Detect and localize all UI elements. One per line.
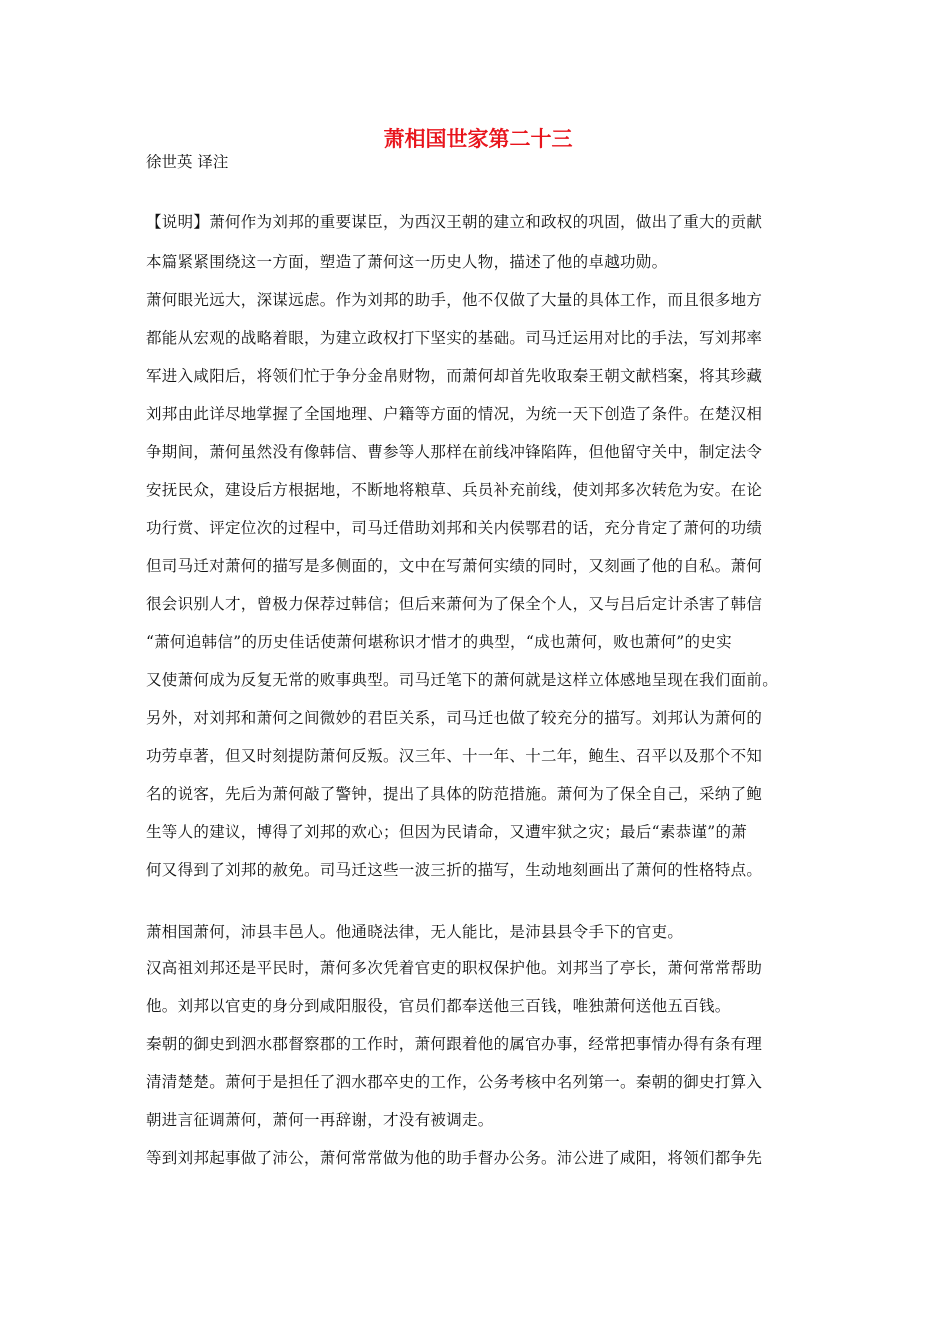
intro-line: 但司马迁对萧何的描写是多侧面的，文中在写萧何实绩的同时，又刻画了他的自私。萧何 bbox=[146, 557, 763, 575]
intro-line: 争期间，萧何虽然没有像韩信、曹参等人那样在前线冲锋陷阵，但他留守关中，制定法令 bbox=[146, 443, 763, 461]
body-line: 汉高祖刘邦还是平民时，萧何多次凭着官吏的职权保护他。刘邦当了亭长，萧何常常帮助 bbox=[146, 959, 763, 977]
body-line: 等到刘邦起事做了沛公，萧何常常做为他的助手督办公务。沛公进了咸阳，将领们都争先 bbox=[146, 1149, 763, 1167]
body-line: 朝进言征调萧何，萧何一再辞谢，才没有被调走。 bbox=[146, 1111, 494, 1129]
intro-line: 安抚民众，建设后方根据地，不断地将粮草、兵员补充前线，使刘邦多次转危为安。在论 bbox=[146, 481, 763, 499]
intro-line: 名的说客，先后为萧何敲了警钟，提出了具体的防范措施。萧何为了保全自己，采纳了鲍 bbox=[146, 785, 763, 803]
intro-line: “萧何追韩信”的历史佳话使萧何堪称识才惜才的典型，“成也萧何，败也萧何”的史实 bbox=[146, 633, 732, 651]
intro-line: 功行赏、评定位次的过程中，司马迁借助刘邦和关内侯鄂君的话，充分肯定了萧何的功绩 bbox=[146, 519, 763, 537]
intro-line: 又使萧何成为反复无常的败事典型。司马迁笔下的萧何就是这样立体感地呈现在我们面前。 bbox=[146, 671, 779, 689]
intro-line: 很会识别人才，曾极力保荐过韩信；但后来萧何为了保全个人，又与吕后定计杀害了韩信 bbox=[146, 595, 763, 613]
intro-line: 功劳卓著，但又时刻提防萧何反叛。汉三年、十一年、十二年，鲍生、召平以及那个不知 bbox=[146, 747, 763, 765]
intro-line: 另外，对刘邦和萧何之间微妙的君臣关系，司马迁也做了较充分的描写。刘邦认为萧何的 bbox=[146, 709, 763, 727]
body-line: 秦朝的御史到泗水郡督察郡的工作时，萧何跟着他的属官办事，经常把事情办得有条有理 bbox=[146, 1035, 763, 1053]
document-author: 徐世英 译注 bbox=[146, 153, 229, 171]
intro-line: 刘邦由此详尽地掌握了全国地理、户籍等方面的情况，为统一天下创造了条件。在楚汉相 bbox=[146, 405, 763, 423]
intro-line: 都能从宏观的战略着眼，为建立政权打下坚实的基础。司马迁运用对比的手法，写刘邦率 bbox=[146, 329, 763, 347]
intro-line: 军进入咸阳后，将领们忙于争分金帛财物，而萧何却首先收取秦王朝文献档案，将其珍藏 bbox=[146, 367, 763, 385]
intro-line: 【说明】萧何作为刘邦的重要谋臣，为西汉王朝的建立和政权的巩固，做出了重大的贡献 bbox=[146, 213, 763, 231]
body-line: 萧相国萧何，沛县丰邑人。他通晓法律，无人能比，是沛县县令手下的官吏。 bbox=[146, 923, 684, 941]
intro-line: 萧何眼光远大，深谋远虑。作为刘邦的助手，他不仅做了大量的具体工作，而且很多地方 bbox=[146, 291, 763, 309]
intro-line: 何又得到了刘邦的赦免。司马迁这些一波三折的描写，生动地刻画出了萧何的性格特点。 bbox=[146, 861, 763, 879]
document-title: 萧相国世家第二十三 bbox=[383, 126, 573, 151]
intro-line: 生等人的建议，博得了刘邦的欢心；但因为民请命，又遭牢狱之灾；最后“素恭谨”的萧 bbox=[146, 823, 748, 841]
body-line: 他。刘邦以官吏的身分到咸阳服役，官员们都奉送他三百钱，唯独萧何送他五百钱。 bbox=[146, 997, 731, 1015]
intro-line: 本篇紧紧围绕这一方面，塑造了萧何这一历史人物，描述了他的卓越功勋。 bbox=[146, 253, 668, 271]
body-line: 清清楚楚。萧何于是担任了泗水郡卒史的工作，公务考核中名列第一。秦朝的御史打算入 bbox=[146, 1073, 763, 1091]
